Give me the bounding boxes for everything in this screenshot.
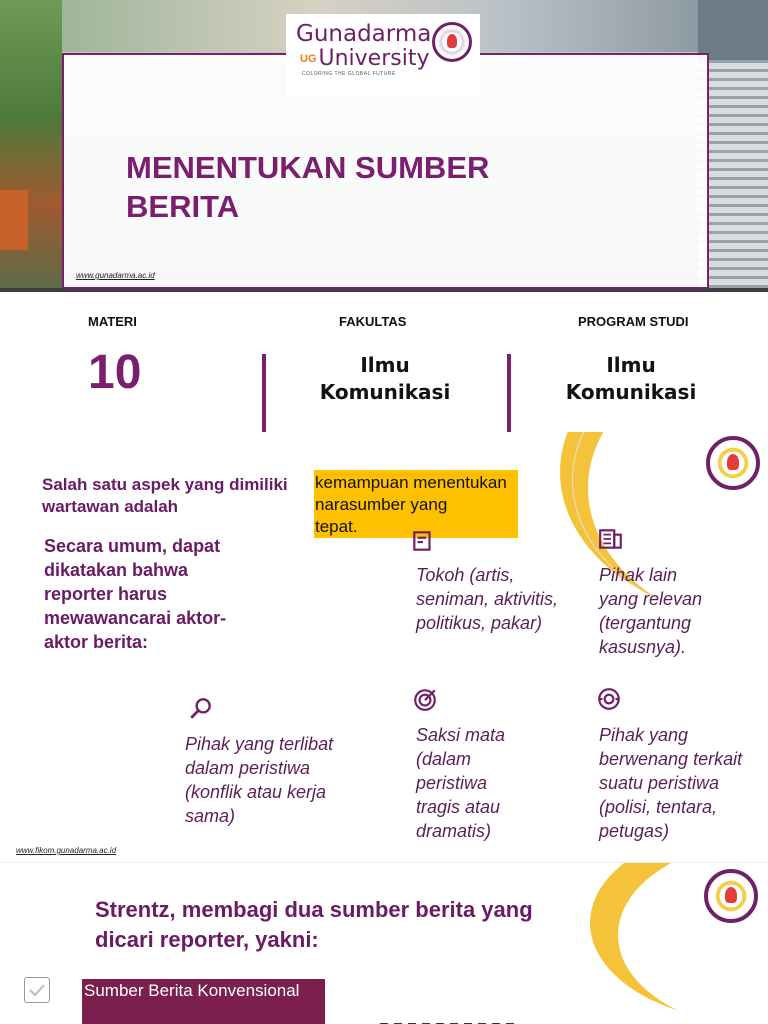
target-icon [412,686,438,712]
source-item: Pihak yang terlibat dalam peristiwa (konflik atau kerja sama) [185,734,334,826]
logo-tagline: COLORING THE GLOBAL FUTURE [302,71,396,77]
document-icon [410,528,436,554]
logo-name-top: Gunadarma [296,21,432,47]
materi-label: MATERI [88,314,137,329]
content-slide [0,432,768,862]
magnifier-icon [188,695,214,721]
highlight-line: kemampuan menentukan [315,472,518,494]
fakultas-value: Ilmu Komunikasi [319,353,451,404]
highlight-line: tepat. [315,517,358,536]
divider [507,354,511,432]
title-slide [0,0,768,292]
logo-name-bottom: University [318,46,430,71]
prodi-label: PROGRAM STUDI [578,314,689,329]
page-title: MENENTUKAN SUMBER BERITA [126,150,490,224]
newspaper-icon [598,526,624,552]
logo-ug: UG [300,52,317,65]
course-info [0,292,768,432]
slide-heading: Strentz, membagi dua sumber berita yang dicari reporter, yakni: [95,897,533,952]
content-slide [0,862,768,1024]
fakultas-label: FAKULTAS [339,314,407,329]
prodi-value: Ilmu Komunikasi [565,353,697,404]
support-icon [596,686,622,712]
source-item: Tokoh (artis, seniman, aktivitis, politikus, pakar) [416,565,559,633]
source-type-box: Sumber Berita Konvensional [82,979,325,1024]
gunadarma-logo [286,14,480,96]
university-seal-icon [432,22,472,62]
source-item: Saksi mata (dalam peristiwa tragis atau dramatis) [416,725,506,841]
website-link[interactable]: www.gunadarma.ac.id [76,271,155,280]
university-seal-icon [704,869,758,923]
general-text: Secara umum, dapat dikatakan bahwa reporter harus mewawancarai aktor-aktor berita: [44,536,227,652]
divider [262,354,266,432]
checkmark-icon [24,977,50,1003]
university-seal-icon [706,436,760,490]
campus-photo-trees [0,0,62,292]
website-link[interactable]: www.fikom.gunadarma.ac.id [16,846,117,855]
source-item: Pihak lain yang relevan (tergantung kasusnya). [599,565,703,657]
intro-text: Salah satu aspek yang dimiliki wartawan adalah [42,475,288,516]
materi-number: 10 [88,346,142,399]
highlight-line: narasumber yang [315,495,448,514]
source-item: Pihak yang berwenang terkait suatu peristiwa (polisi, tentara, petugas) [599,725,743,841]
